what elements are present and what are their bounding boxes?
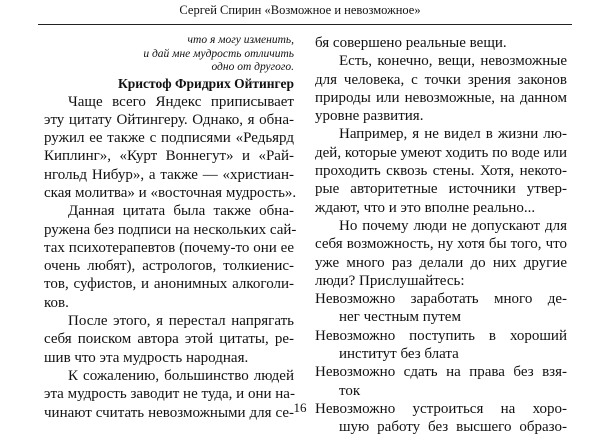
epigraph	[44, 34, 294, 75]
text-line: Но почему люди не допускают для	[339, 217, 567, 234]
epigraph-line: одно от другого.	[211, 61, 294, 73]
text-line: уровне развития.	[315, 108, 424, 125]
text-line: рые авторитетные источники утвер-	[315, 181, 567, 198]
right-column	[315, 34, 567, 437]
text-line: дей, которые умеют ходить по воде или	[315, 144, 567, 161]
text-line: проходить сквозь стены. Хотя, некото-	[315, 163, 567, 180]
text-line: себя поиском автора этой цитаты, ре-	[44, 331, 294, 348]
text-line: люди? Прислушайтесь:	[315, 272, 465, 289]
text-line: уже много раз делали до них другие	[315, 254, 567, 271]
list-item-line: Невозможно сдать на права без взя-	[315, 364, 567, 381]
text-line: ждают, что и это вполне реально...	[315, 199, 536, 216]
text-line: себя возможность, ну хотя бы того, что	[315, 236, 567, 253]
list-item-line: нег честным путем	[339, 309, 461, 326]
text-line: К сожалению, большинство людей	[68, 367, 294, 384]
text-line: Чаще всего Яндекс приписывает	[68, 93, 294, 110]
list-item-line: ток	[339, 382, 361, 399]
running-header-title: Сергей Спирин «Возможное и невозможное»	[179, 3, 421, 17]
text-line: природы или невозможные, на данном	[315, 89, 567, 106]
text-line: тах психотерапевтов (почему-то они ее	[44, 239, 294, 256]
running-header	[0, 0, 600, 26]
text-line: После этого, я перестал напрягать	[68, 313, 294, 330]
page-number: 16	[293, 400, 307, 415]
text-line: тов, суфистов, и анонимных алкоголи-	[44, 276, 294, 293]
text-line: ская молитва» и «восточная мудрость».	[44, 184, 297, 201]
text-line: ков.	[44, 294, 69, 311]
list-item-line: институт без блата	[339, 346, 459, 363]
text-line: Киплинг», «Курт Воннегут» и «Рай-	[44, 148, 294, 165]
list-item-line: Невозможно устроиться на хоро-	[315, 400, 567, 417]
text-line: Есть, конечно, вещи, невозможные	[339, 53, 567, 70]
list-item-line: Невозможно заработать много де-	[315, 291, 567, 308]
text-line: ружил ее также с подписями «Редьярд	[44, 130, 294, 147]
epigraph-line: что я могу изменить,	[187, 34, 294, 46]
text-line: Данная цитата была также обна-	[68, 203, 294, 220]
text-line: эта мудрость заводит не туда, и они на-	[44, 386, 295, 403]
text-line: очень любят), астрологов, толкиенис-	[44, 258, 294, 275]
epigraph-line: и дай мне мудрость отличить	[143, 47, 294, 60]
text-line: ружена без подписи на нескольких сай-	[44, 221, 297, 238]
text-line: для человека, с точки зрения законов	[315, 71, 567, 88]
list-item-line: Невозможно поступить в хороший	[315, 327, 567, 344]
text-line: чинают считать невозможными для се-	[44, 404, 294, 421]
text-line: Например, я не видел в жизни лю-	[339, 126, 567, 143]
list-item-line: шую работу без высшего образо-	[339, 419, 567, 436]
text-line: шив что эта мудрость народная.	[44, 349, 249, 366]
text-line: бя совершено реальные вещи.	[315, 35, 507, 51]
header-divider	[38, 24, 572, 25]
epigraph-author: Кристоф Фридрих Ойтингер	[117, 75, 294, 91]
left-column	[44, 34, 297, 422]
text-line: эту цитату Ойтингеру. Однако, я обна-	[44, 111, 294, 128]
text-line: нгольд Нибур», а также — «христиан-	[44, 166, 294, 183]
